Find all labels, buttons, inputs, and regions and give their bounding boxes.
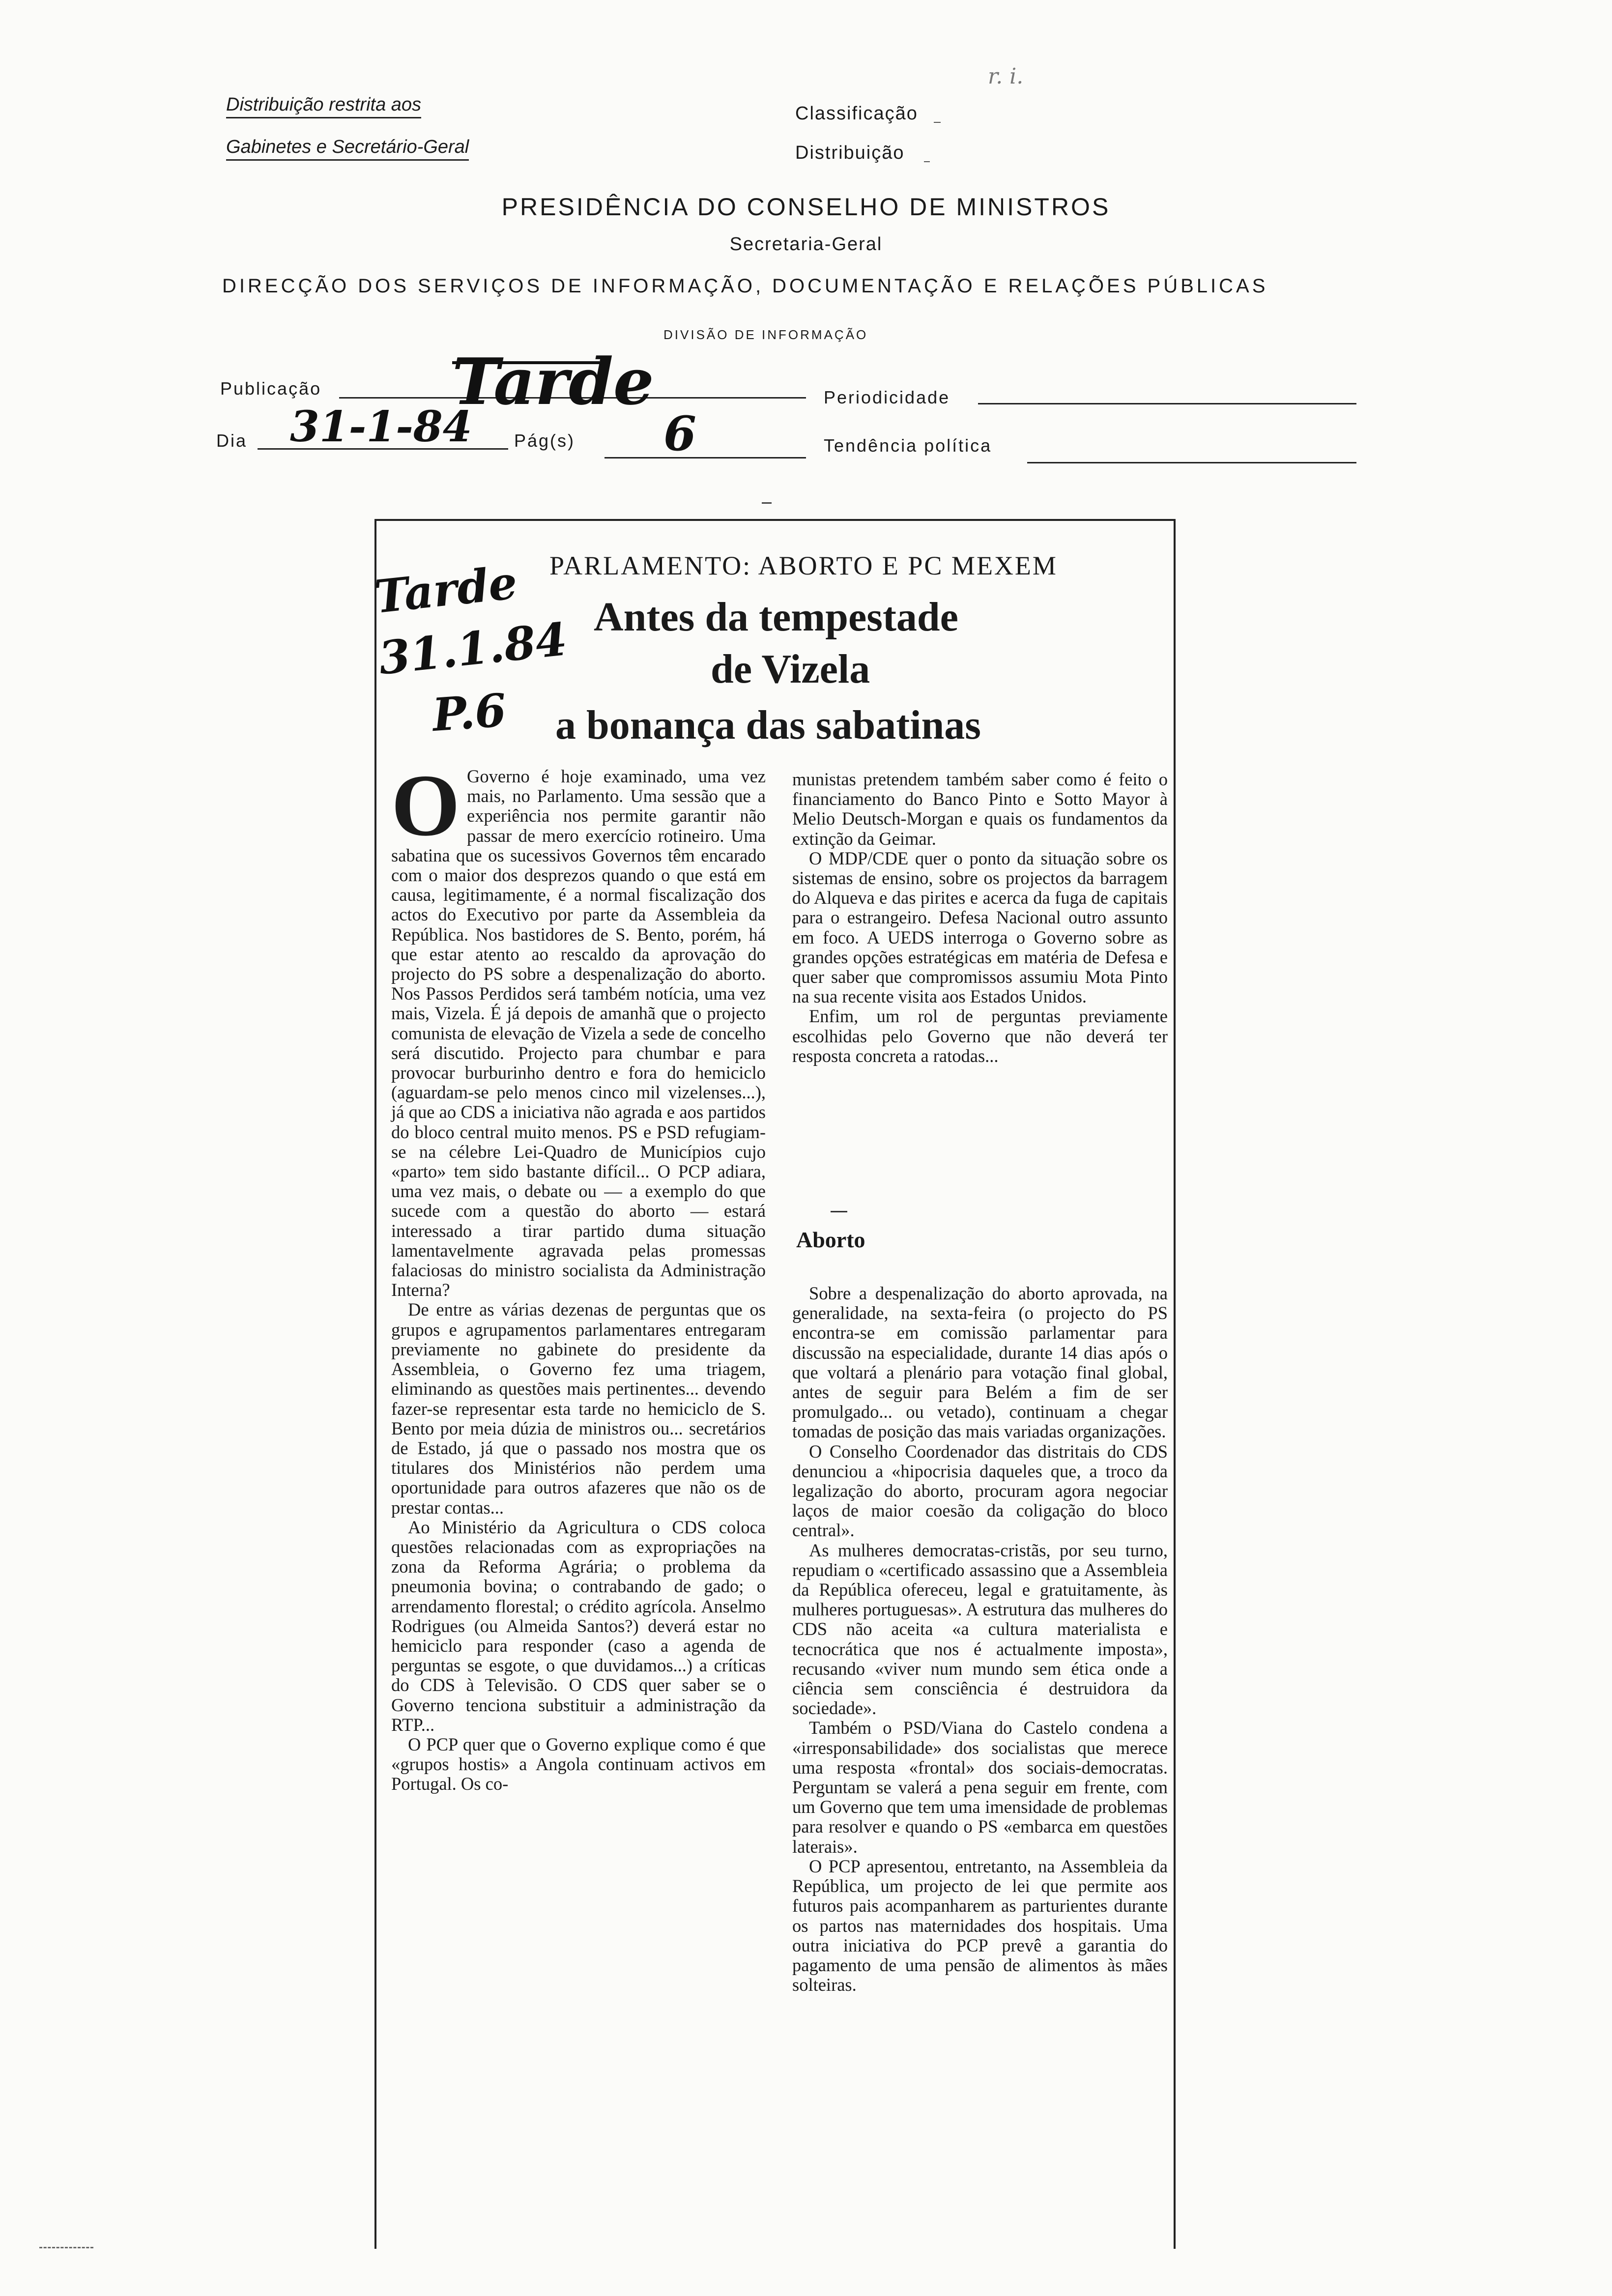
- publication-underline-stroke: [452, 361, 600, 364]
- paragraph: Enfim, um rol de perguntas previamente escolhidas pelo Governo que não deverá ter resposta concreta a ratodas...: [792, 1006, 1168, 1066]
- handwritten-annotation-publication: Tarde: [372, 556, 520, 624]
- paragraph: O PCP quer que o Governo explique como é que «grupos hostis» a Angola continuam activos em Portugal. Os co-: [391, 1734, 766, 1794]
- paragraph: Ao Ministério da Agricultura o CDS coloca questões relacionadas com as expropriações na zona da Reforma Agrária; o problema da pneumonia bovina; o contrabando de gado; o arrendamento florestal; o crédito agrícola. Anselmo Rodrigues (ou Almeida Santos?) deverá estar no hemiciclo para responder (caso a agenda de perguntas se esgote, o que duvidamos...) a críticas do CDS à Televisão. O CDS quer saber se o Governo tenciona substituir a administração da RTP...: [391, 1517, 766, 1735]
- institution-title: PRESIDÊNCIA DO CONSELHO DE MINISTROS: [501, 193, 1111, 221]
- pages-label: Pág(s): [514, 430, 576, 451]
- margin-handwritten-note: r. i.: [988, 64, 1024, 89]
- distribution-restriction-line1: Distribuição restrita aos: [226, 94, 421, 115]
- stray-mark: [762, 502, 772, 504]
- distribution-blank: [924, 161, 930, 162]
- classification-label: Classificação: [795, 103, 918, 124]
- distribution-restriction-line2: Gabinetes e Secretário-Geral: [226, 137, 469, 158]
- article-column-1: [391, 756, 766, 1794]
- day-handwritten: 31-1-84: [290, 402, 472, 452]
- paragraph: Também o PSD/Viana do Castelo condena a «irresponsabilidade» dos socialistas que merece uma resposta «frontal» dos sociais-democratas. Perguntam se valerá a pena seguir em frente, com um Governo que tem uma imensidade de problemas para resolver e quando o PS «embarca em questões laterais».: [792, 1718, 1168, 1857]
- paragraph: As mulheres democratas-cristãs, por seu turno, repudiam o «certificado assassino que a Assembleia da República ofereceu, legal e gratuitamente, às mulheres portuguesas». A estrutura das mulheres do CDS não aceita «a cultura materialista e tecnocrática que nos é actualmente imposta», recusando «viver num mundo sem ética onde a ciência sem consciência é destruidora da sociedade».: [792, 1540, 1168, 1719]
- pages-handwritten: 6: [663, 406, 696, 461]
- paragraph: De entre as várias dezenas de perguntas que os grupos e agrupamentos parlamentares entregaram previamente no gabinete do presidente da Assembleia, o Governo fez uma triagem, eliminando as questões mais pertinentes... devendo fazer-se representar esta tarde no hemiciclo de S. Bento por meia dúzia de ministros ou... secretários de Estado, já que o passado nos mostra que os titulares dos Ministérios não perdem uma oportunidade para outros afazeres que não os de prestar contas...: [391, 1299, 766, 1518]
- headline-line3: a bonança das sabatinas: [555, 702, 981, 748]
- section-divider: [831, 1211, 847, 1212]
- article-column-2-section: [792, 1284, 1168, 1995]
- periodicity-label: Periodicidade: [824, 387, 950, 407]
- article-kicker: PARLAMENTO: ABORTO E PC MEXEM: [549, 551, 1058, 580]
- drop-cap: O: [391, 756, 461, 854]
- secretariat: Secretaria-Geral: [729, 234, 883, 255]
- periodicity-line: [978, 403, 1356, 404]
- paragraph: O PCP apresentou, entretanto, na Assembleia da República, um projecto de lei que permite aos futuros pais acompanharem as parturientes durante os partos nas maternidades dos hospitais. Uma outra iniciativa do PCP prevê a garantia do pagamento de uma pensão de alimentos às mães solteiras.: [792, 1856, 1168, 1995]
- paragraph: Governo é hoje examinado, uma vez mais, no Parlamento. Uma sessão que a experiência nos permite garantir não passar de mero exercício rotineiro. Uma sabatina que os sucessivos Governos têm encarado com o maior dos desprezos quando o que está em causa, legitimamente, é a normal fiscalização dos actos do Executivo por parte da Assembleia da República. Nos bastidores de S. Bento, porém, há que estar atento ao rescaldo da aprovação do projecto do PS sobre a despenalização do aborto. Nos Passos Perdidos será também notícia, uma vez mais, Vizela. É já depois de amanhã que o projecto comunista de elevação de Vizela a sede de concelho será discutido. Projecto para chumbar e para provocar burburinho dentro e fora do hemiciclo (aguardam-se pelo menos cinco mil vizelenses...), já que ao CDS a iniciativa não agrada e aos partidos do bloco central muito menos. PS e PSD refugiam-se na célebre Lei-Quadro de Municípios cujo «parto» tem sido bastante difícil... O PCP adiara, uma vez mais, o debate ou — a exemplo do que sucede com a questão do aborto — estará interessado a tirar partido duma situação lamentavelmente agravada pelas promessas falaciosas do ministro socialista da Administração Interna?: [391, 766, 766, 1300]
- political-tendency-label: Tendência política: [824, 435, 992, 456]
- handwritten-annotation-date: 31.1.84: [376, 612, 570, 685]
- article-column-2: [792, 770, 1168, 1066]
- distribution-label: Distribuição: [795, 143, 905, 163]
- publication-handwritten: Tarde: [452, 344, 654, 419]
- directorate: DIRECÇÃO DOS SERVIÇOS DE INFORMAÇÃO, DOCUMENTAÇÃO E RELAÇÕES PÚBLICAS: [222, 275, 1268, 297]
- paragraph: O MDP/CDE quer o ponto da situação sobre os sistemas de ensino, sobre os projectos da barragem do Alqueva e das pirites e acerca da fuga de capitais para o estrangeiro. Defesa Nacional outro assunto em foco. A UEDS interroga o Governo sobre as grandes opções estratégicas em matéria de Defesa e quer saber que compromissos assumiu Mota Pinto na sua recente visita aos Estados Unidos.: [792, 848, 1168, 1007]
- political-tendency-line: [1027, 462, 1356, 463]
- scan-edge-mark: [39, 2247, 93, 2248]
- headline-line2: de Vizela: [711, 646, 870, 692]
- classification-blank: [934, 122, 941, 123]
- day-label: Dia: [216, 430, 248, 451]
- pages-line: [604, 457, 806, 459]
- headline-line1: Antes da tempestade: [594, 594, 958, 640]
- division: DIVISÃO DE INFORMAÇÃO: [663, 327, 868, 342]
- paragraph: Sobre a despenalização do aborto aprovada, na generalidade, na sexta-feira (o projecto do PS encontra-se em comissão parlamentar para discussão na especialidade, durante 14 dias após o que voltará a plenário para votação final global, antes de seguir para Belém a fim de ser promulgado... ou vetado), continuam a chegar tomadas de posição das mais variadas organizações.: [792, 1283, 1168, 1442]
- publication-label: Publicação: [220, 378, 322, 399]
- section-heading-aborto: Aborto: [796, 1227, 865, 1252]
- paragraph: O Conselho Coordenador das distritais do CDS denunciou a «hipocrisia daqueles que, a troco da legalização do aborto, procuram agora negociar laços de maior coesão da coligação do bloco central».: [792, 1441, 1168, 1541]
- handwritten-annotation-page: P.6: [431, 683, 508, 742]
- paragraph: munistas pretendem também saber como é feito o financiamento do Banco Pinto e Sotto Mayor à Melio Deutsch-Morgan e quais os fundamentos da extinção da Geimar.: [792, 769, 1168, 849]
